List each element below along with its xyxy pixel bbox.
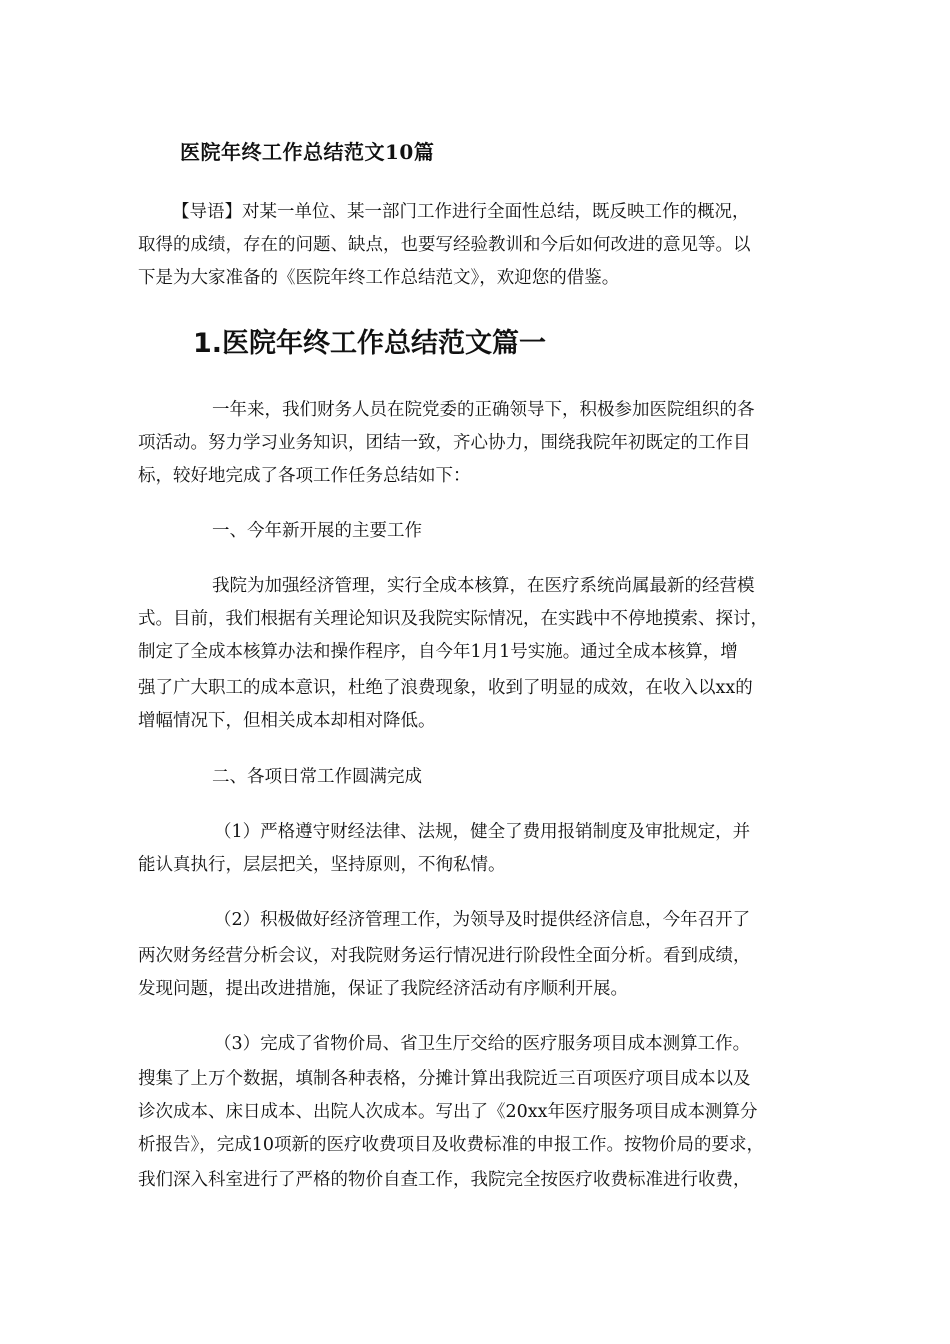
paragraph-line: 式。目前，我们根据有关理论知识及我院实际情况，在实践中不停地摸索、探讨，	[138, 609, 768, 629]
paragraph-line: 项活动。努力学习业务知识，团结一致，齐心协力，围绕我院年初既定的工作目	[138, 433, 751, 453]
paragraph-line: 我院为加强经济管理，实行全成本核算，在医疗系统尚属最新的经营模	[212, 576, 755, 596]
list-item-line: 两次财务经营分析会议，对我院财务运行情况进行阶段性全面分析。看到成绩，	[138, 946, 751, 966]
list-item-line: 搜集了上万个数据，填制各种表格，分摊计算出我院近三百项医疗项目成本以及	[138, 1069, 751, 1089]
paragraph-line: 增幅情况下，但相关成本却相对降低。	[138, 711, 436, 731]
list-item-line: （3）完成了省物价局、省卫生厅交给的医疗服务项目成本测算工作。	[214, 1034, 751, 1054]
paragraph-line: 强了广大职工的成本意识，杜绝了浪费现象，收到了明显的成效，在收入以xx的	[138, 678, 753, 698]
list-item-line: 诊次成本、床日成本、出院人次成本。写出了《20xx年医疗服务项目成本测算分	[138, 1102, 758, 1122]
subheading: 二、各项日常工作圆满完成	[212, 767, 422, 787]
section-heading: 1.医院年终工作总结范文篇一	[193, 328, 547, 359]
document-title: 医院年终工作总结范文10篇	[180, 140, 435, 164]
intro-line: 下是为大家准备的《医院年终工作总结范文》，欢迎您的借鉴。	[138, 268, 620, 288]
paragraph-line: 标，较好地完成了各项工作任务总结如下：	[138, 466, 471, 486]
list-item-line: （2）积极做好经济管理工作，为领导及时提供经济信息，今年召开了	[214, 910, 751, 930]
list-item-line: 发现问题，提出改进措施，保证了我院经济活动有序顺利开展。	[138, 979, 628, 999]
paragraph-line: 一年来，我们财务人员在院党委的正确领导下，积极参加医院组织的各	[212, 400, 755, 420]
intro-line: 【导语】对某一单位、某一部门工作进行全面性总结，既反映工作的概况，	[172, 202, 750, 222]
subheading: 一、今年新开展的主要工作	[212, 521, 422, 541]
paragraph-line: 制定了全成本核算办法和操作程序，自今年1月1号实施。通过全成本核算，增	[138, 642, 738, 662]
intro-line: 取得的成绩，存在的问题、缺点，也要写经验教训和今后如何改进的意见等。以	[138, 235, 751, 255]
list-item-line: （1）严格遵守财经法律、法规，健全了费用报销制度及审批规定，并	[214, 822, 751, 842]
list-item-line: 能认真执行，层层把关，坚持原则，不徇私情。	[138, 855, 506, 875]
list-item-line: 析报告》，完成10项新的医疗收费项目及收费标准的申报工作。按物价局的要求，	[138, 1135, 765, 1155]
list-item-line: 我们深入科室进行了严格的物价自查工作，我院完全按医疗收费标准进行收费，	[138, 1170, 751, 1190]
